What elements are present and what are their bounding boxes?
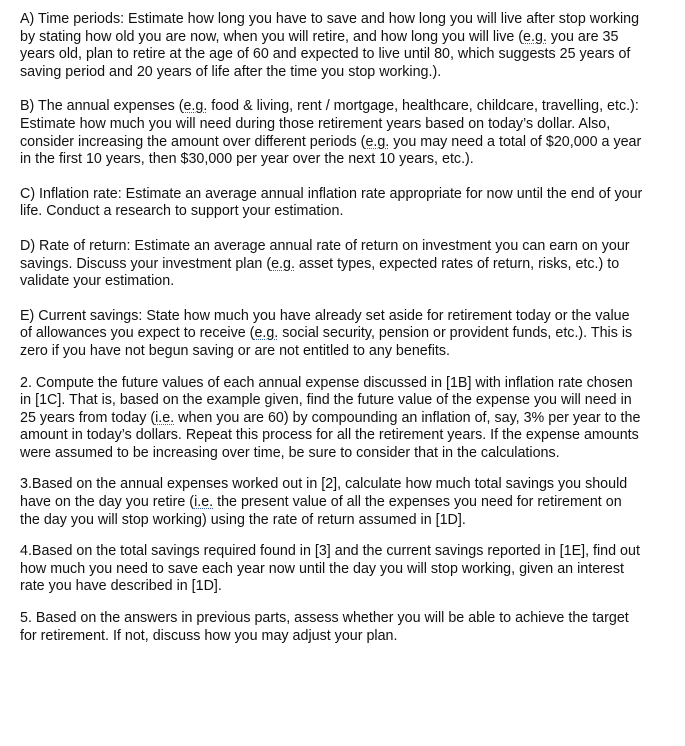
abbr-eg: e.g. — [523, 28, 547, 45]
paragraph-a-text-1: A) Time periods: Estimate how long you have to save and how long you will live after stop working by stating how old you are now, when you will retire, and how long you will live ( — [20, 11, 640, 45]
paragraph-d-text-1: D) Rate of return: Estimate an average annual rate of return on investment you can earn on your savings. Discuss your investment plan ( — [20, 237, 630, 272]
paragraph-c-inflation-rate — [20, 186, 645, 221]
question-3-total-savings — [20, 476, 645, 529]
abbr-ie: i.e. — [155, 409, 175, 426]
paragraph-c-text: C) Inflation rate: Estimate an average annual inflation rate appropriate for now until the end of your life. Conduct a research to support your estimation. — [20, 185, 643, 220]
paragraph-e-text-1: E) Current savings: State how much you have already set aside for retirement today or the value of allowances you expect to receive ( — [20, 307, 630, 342]
paragraph-b-text-2: food & living, rent / mortgage, healthcare, childcare, travelling, etc.): Estimate how much you will need during those retirement years based on today’s dollar. Also, consider increasing the amount over different periods ( — [20, 98, 639, 150]
paragraph-a-time-periods — [20, 11, 645, 81]
question-5-assessment — [20, 610, 645, 645]
assignment-document — [20, 11, 645, 645]
abbr-eg: e.g. — [365, 133, 390, 150]
paragraph-b-text-3: you may need a total of $20,000 a year in the first 10 years, then $30,000 per year over the next 10 years, etc.). — [20, 133, 642, 168]
paragraph-d-text-2: asset types, expected rates of return, risks, etc.) to validate your estimation. — [20, 255, 620, 290]
abbr-eg: e.g. — [183, 98, 208, 115]
abbr-eg: e.g. — [271, 255, 295, 272]
question-5-text: 5. Based on the answers in previous parts, assess whether you will be able to achieve the target for retirement. If not, discuss how you may adjust your plan. — [20, 610, 629, 644]
paragraph-e-text-2: social security, pension or provident funds, etc.). This is zero if you have not begun saving or are not entitled to any benefits. — [20, 325, 633, 359]
question-2-text-1: 2. Compute the future values of each annual expense discussed in [1B] with inflation rate chosen in [1C]. That is, based on the example given, find the future value of the expense you will need in 25 years from today ( — [20, 374, 633, 426]
paragraph-e-current-savings — [20, 308, 645, 361]
question-3-text-2: the present value of all the expenses you need for retirement on the day you will stop working) using the rate of return assumed in [1D]. — [20, 494, 622, 528]
abbr-ie: i.e. — [194, 494, 214, 511]
question-4-annual-saving — [20, 543, 645, 596]
question-4-text: 4.Based on the total savings required found in [3] and the current savings reported in [1E], find out how much you need to save each year now until the day you will stop working, given an interest rate you have described in [1D]. — [20, 543, 640, 595]
abbr-eg: e.g. — [254, 325, 279, 342]
paragraph-a-text-2: you are 35 years old, plan to retire at the age of 60 and expected to live until 80, which suggests 25 years of saving period and 20 years of life after the time you stop working.). — [20, 28, 631, 80]
paragraph-d-rate-of-return — [20, 238, 645, 291]
paragraph-b-annual-expenses — [20, 98, 645, 168]
question-3-text-1: 3.Based on the annual expenses worked out in [2], calculate how much total savings you should have on the day you retire ( — [20, 476, 628, 511]
paragraph-b-text-1: B) The annual expenses ( — [20, 98, 184, 115]
question-2-future-values — [20, 375, 645, 463]
question-2-text-2: when you are 60) by compounding an inflation of, say, 3% per year to the amount in today’s dollars. Repeat this process for all the retirement years. If the expense amounts were assumed to be increasing over time, be sure to consider that in the calculations. — [20, 409, 641, 461]
